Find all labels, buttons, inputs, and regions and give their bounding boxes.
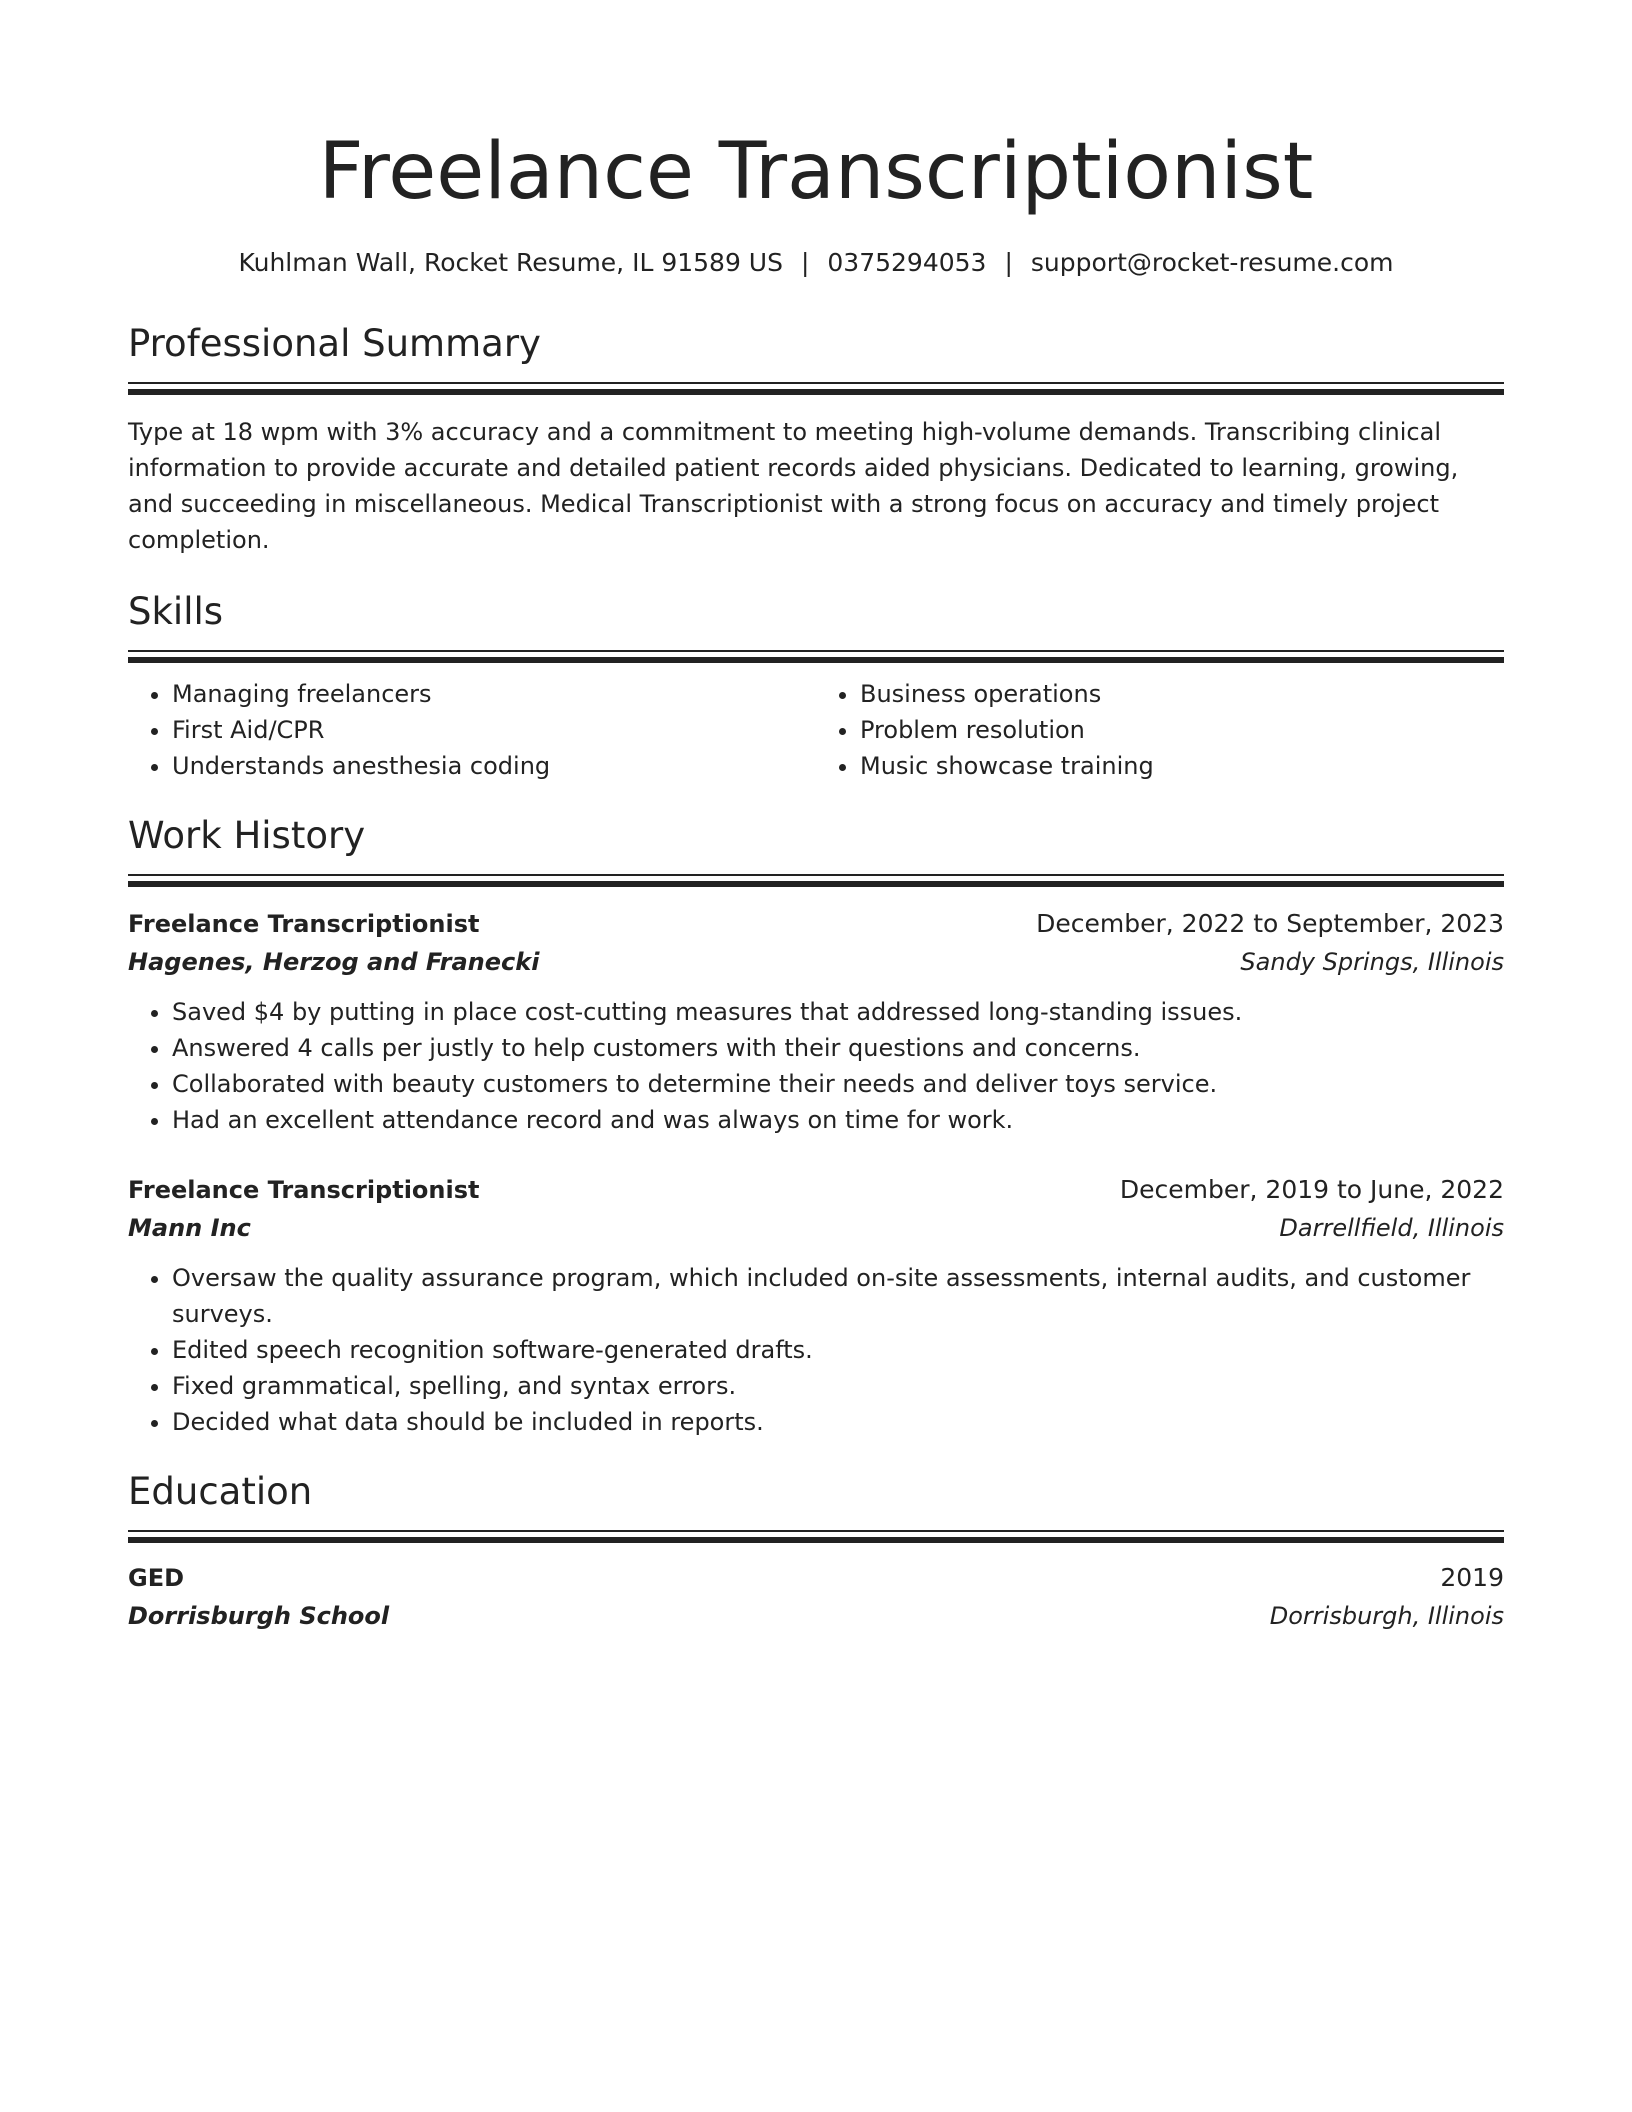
section-title-work-history: Work History [128, 814, 366, 857]
skill-item: • Music showcase training [860, 748, 1504, 784]
job-entry [128, 906, 1504, 1138]
education-school: Dorrisburgh School [128, 1602, 390, 1630]
job-bullets [128, 1260, 1504, 1440]
section-title-skills: Skills [128, 590, 224, 633]
resume-name: Freelance Transcriptionist [318, 127, 1314, 217]
resume-page [128, 0, 1504, 1636]
job-entry [128, 1172, 1504, 1440]
contact-separator: | [800, 248, 810, 277]
job-bullet: • Collaborated with beauty customers to determine their needs and deliver toys service. [172, 1066, 1504, 1102]
job-bullet: • Oversaw the quality assurance program, which included on-site assessments, internal audits, and customer surveys. [172, 1260, 1504, 1332]
skills-list-left [128, 676, 816, 784]
job-header-row [128, 1172, 1504, 1208]
job-bullet: • Saved $4 by putting in place cost-cutting measures that addressed long-standing issues. [172, 994, 1504, 1030]
summary-section [128, 320, 1504, 558]
job-location: Sandy Springs, Illinois [1240, 948, 1504, 976]
work-history-section [128, 812, 1504, 1440]
contact-email: support@rocket-resume.com [1030, 248, 1394, 277]
skill-item: • Business operations [860, 676, 1504, 712]
section-divider [128, 382, 1504, 394]
job-bullet: • Answered 4 calls per justly to help customers with their questions and concerns. [172, 1030, 1504, 1066]
job-bullet: • Decided what data should be included in reports. [172, 1404, 1504, 1440]
job-bullets [128, 994, 1504, 1138]
job-dates: December, 2022 to September, 2023 [1036, 909, 1504, 938]
section-divider [128, 1530, 1504, 1542]
job-company-row [128, 942, 1504, 982]
job-bullet: • Edited speech recognition software-generated drafts. [172, 1332, 1504, 1368]
job-company: Mann Inc [128, 1214, 251, 1242]
skill-item: • Managing freelancers [172, 676, 816, 712]
section-title-summary: Professional Summary [128, 322, 541, 365]
section-title-education: Education [128, 1470, 313, 1513]
contact-phone: 0375294053 [827, 248, 987, 277]
skill-item: • First Aid/CPR [172, 712, 816, 748]
section-divider [128, 650, 1504, 662]
education-location: Dorrisburgh, Illinois [1269, 1602, 1504, 1630]
education-year: 2019 [1440, 1563, 1504, 1592]
contact-address: Kuhlman Wall, Rocket Resume, IL 91589 US [238, 248, 783, 277]
job-location: Darrellfield, Illinois [1279, 1214, 1504, 1242]
skills-section [128, 588, 1504, 784]
skill-item: • Understands anesthesia coding [172, 748, 816, 784]
job-title: Freelance Transcriptionist [128, 910, 480, 938]
contact-separator: | [1004, 248, 1013, 277]
education-section [128, 1468, 1504, 1636]
skills-columns [128, 676, 1504, 784]
job-header-row [128, 906, 1504, 942]
contact-line [128, 246, 1504, 280]
job-bullet: • Had an excellent attendance record and was always on time for work. [172, 1102, 1504, 1138]
job-company-row [128, 1208, 1504, 1248]
job-bullet: • Fixed grammatical, spelling, and syntax errors. [172, 1368, 1504, 1404]
education-entry [128, 1560, 1504, 1636]
education-header-row [128, 1560, 1504, 1596]
job-title: Freelance Transcriptionist [128, 1176, 480, 1204]
education-degree: GED [128, 1564, 185, 1592]
job-dates: December, 2019 to June, 2022 [1119, 1175, 1504, 1204]
section-divider [128, 874, 1504, 886]
summary-text: Type at 18 wpm with 3% accuracy and a commitment to meeting high-volume demands. Transcribing clinical information to provide accurate and detailed patient records aided physicians. Dedicated to learning, growing, and succeeding in miscellaneous. Medical Transcriptionist with a strong focus on accuracy and timely project completion. [128, 418, 1459, 554]
job-company: Hagenes, Herzog and Franecki [128, 948, 540, 976]
skill-item: • Problem resolution [860, 712, 1504, 748]
skills-list-right [816, 676, 1504, 784]
education-school-row [128, 1596, 1504, 1636]
